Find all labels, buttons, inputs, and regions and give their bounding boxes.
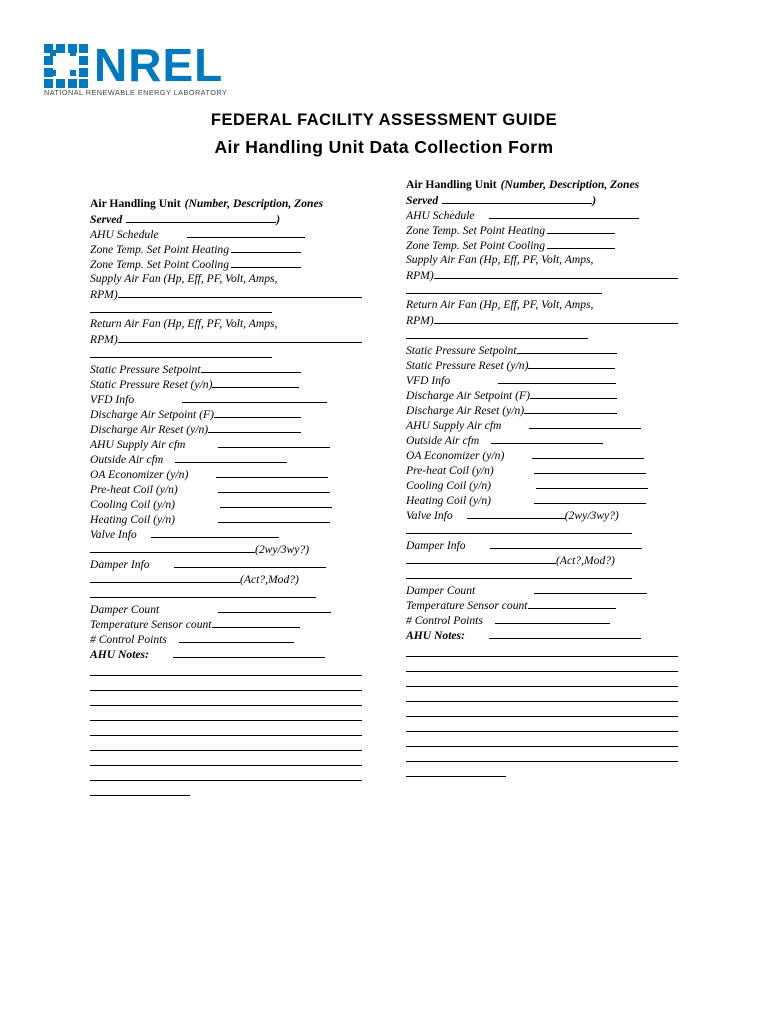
supply-cfm-field-right[interactable] <box>529 417 641 429</box>
cooling-coil-field-right[interactable] <box>536 477 648 489</box>
damper-count-field-right[interactable] <box>534 582 647 594</box>
supply-cfm-field[interactable] <box>218 436 330 448</box>
return-fan-field-right[interactable] <box>434 312 678 324</box>
ahu-header-row <box>90 196 362 211</box>
valve-info-field[interactable] <box>151 526 279 538</box>
notes-lines[interactable] <box>90 661 362 796</box>
static-reset-field[interactable] <box>212 376 299 388</box>
logo-wordmark: NREL <box>94 39 224 91</box>
nrel-logo-mark-icon <box>44 44 88 88</box>
damper-info-field-right[interactable] <box>490 537 642 549</box>
supply-fan-field-right-2[interactable] <box>406 282 602 294</box>
discharge-reset-field-right[interactable] <box>524 402 617 414</box>
ahu-header-row-right: Air Handling Unit (Number, Description, Zones <box>406 178 640 191</box>
ahu-label: Air Handling Unit <box>90 197 181 210</box>
damper-count-field[interactable] <box>218 601 331 613</box>
valve-info-field-right[interactable] <box>467 507 565 519</box>
ahu-schedule-field-right[interactable] <box>489 207 639 219</box>
return-fan-field-right-2[interactable] <box>406 327 588 339</box>
heating-coil-field-right[interactable] <box>534 492 646 504</box>
damper-type-field[interactable] <box>90 571 240 583</box>
zone-cooling-field-right[interactable] <box>547 237 615 249</box>
supply-fan-field-right[interactable] <box>434 267 678 279</box>
outside-cfm-field[interactable] <box>175 451 287 463</box>
control-points-field-right[interactable] <box>495 612 610 624</box>
control-points-field[interactable] <box>179 631 294 643</box>
temp-sensor-count-field-right[interactable] <box>528 597 616 609</box>
form-column-left: Air Handling Unit (Number, Description, Zones Served ) AHU Schedule Zone Temp. Set Point Heating Zone Temp. Set Point Cooling Supply Air Fan (Hp, Eff, PF, Volt, Amps, RPM) Return Air Fan (Hp, Eff, PF, Volt, Amps, RPM) Static Pressure Setpoint Static Pressure Reset (y/n) VFD Info Discharge Air Setpoint (F) Discharge Air Reset (y/n) AHU Supply Air cfm Outside Air cfm OA Economizer (y/n) Pre-heat Coil (y/n) Cooling Coil (y/n) Heating Coil (y/n) Valve Info (2wy/3wy?) Damper Info (Act?,Mod?) Damper Count Temperature Sensor count # Control Points AHU Notes: <box>90 196 362 796</box>
document-title: FEDERAL FACILITY ASSESSMENT GUIDE <box>210 111 558 129</box>
static-setpoint-field[interactable] <box>201 361 301 373</box>
oa-economizer-field-right[interactable] <box>532 447 644 459</box>
logo-subtitle: NATIONAL RENEWABLE ENERGY LABORATORY <box>44 88 228 97</box>
form-column-right: Air Handling Unit (Number, Description, Zones Served ) AHU Schedule Zone Temp. Set Point Heating Zone Temp. Set Point Cooling Supply Air Fan (Hp, Eff, PF, Volt, Amps, RPM) Return Air Fan (Hp, Eff, PF, Volt, Amps, RPM) Static Pressure Setpoint Static Pressure Reset (y/n) VFD Info Discharge Air Setpoint (F) Discharge Air Reset (y/n) AHU Supply Air cfm Outside Air cfm OA Economizer (y/n) Pre-heat Coil (y/n) Cooling Coil (y/n) Heating Coil (y/n) Valve Info (2wy/3wy?) Damper Info (Act?,Mod?) Damper Count Temperature Sensor count # Control Points AHU Notes: <box>406 177 678 777</box>
zone-heating-field-right[interactable] <box>547 222 615 234</box>
damper-info-field[interactable] <box>174 556 326 568</box>
return-fan-field-2[interactable] <box>90 346 272 358</box>
outside-cfm-field-right[interactable] <box>491 432 603 444</box>
preheat-coil-field[interactable] <box>218 481 330 493</box>
vfd-info-field[interactable] <box>182 391 327 403</box>
cooling-coil-field[interactable] <box>220 496 332 508</box>
served-row: Served ) <box>90 213 281 226</box>
vfd-info-field-right[interactable] <box>498 372 616 384</box>
valve-extra-field-right[interactable] <box>406 522 632 534</box>
static-setpoint-field-right[interactable] <box>517 342 617 354</box>
damper-extra-field-right[interactable] <box>406 567 632 579</box>
zone-cooling-field[interactable] <box>231 256 301 268</box>
preheat-coil-field-right[interactable] <box>534 462 646 474</box>
oa-economizer-field[interactable] <box>216 466 328 478</box>
discharge-setpoint-field-right[interactable] <box>530 387 617 399</box>
ahu-notes-field[interactable] <box>173 646 325 658</box>
supply-fan-field[interactable] <box>118 286 362 298</box>
ahu-notes-field-right[interactable] <box>489 627 641 639</box>
heating-coil-field[interactable] <box>218 511 330 523</box>
ahu-desc: (Number, Description, Zones <box>184 197 324 210</box>
temp-sensor-count-field[interactable] <box>212 616 300 628</box>
served-field[interactable] <box>126 211 276 223</box>
notes-lines-right[interactable] <box>406 642 678 777</box>
discharge-reset-field[interactable] <box>208 421 301 433</box>
form-title: Air Handling Unit Data Collection Form <box>214 137 554 157</box>
served-field-right[interactable] <box>442 192 592 204</box>
zone-heating-field[interactable] <box>231 241 301 253</box>
discharge-setpoint-field[interactable] <box>214 406 301 418</box>
damper-extra-field[interactable] <box>90 586 316 598</box>
supply-fan-field-2[interactable] <box>90 301 272 313</box>
valve-type-field[interactable] <box>90 541 255 553</box>
damper-type-field-right[interactable] <box>406 552 556 564</box>
nrel-logo <box>44 39 244 100</box>
return-fan-field[interactable] <box>118 331 362 343</box>
static-reset-field-right[interactable] <box>528 357 615 369</box>
ahu-schedule-field[interactable] <box>187 226 305 238</box>
